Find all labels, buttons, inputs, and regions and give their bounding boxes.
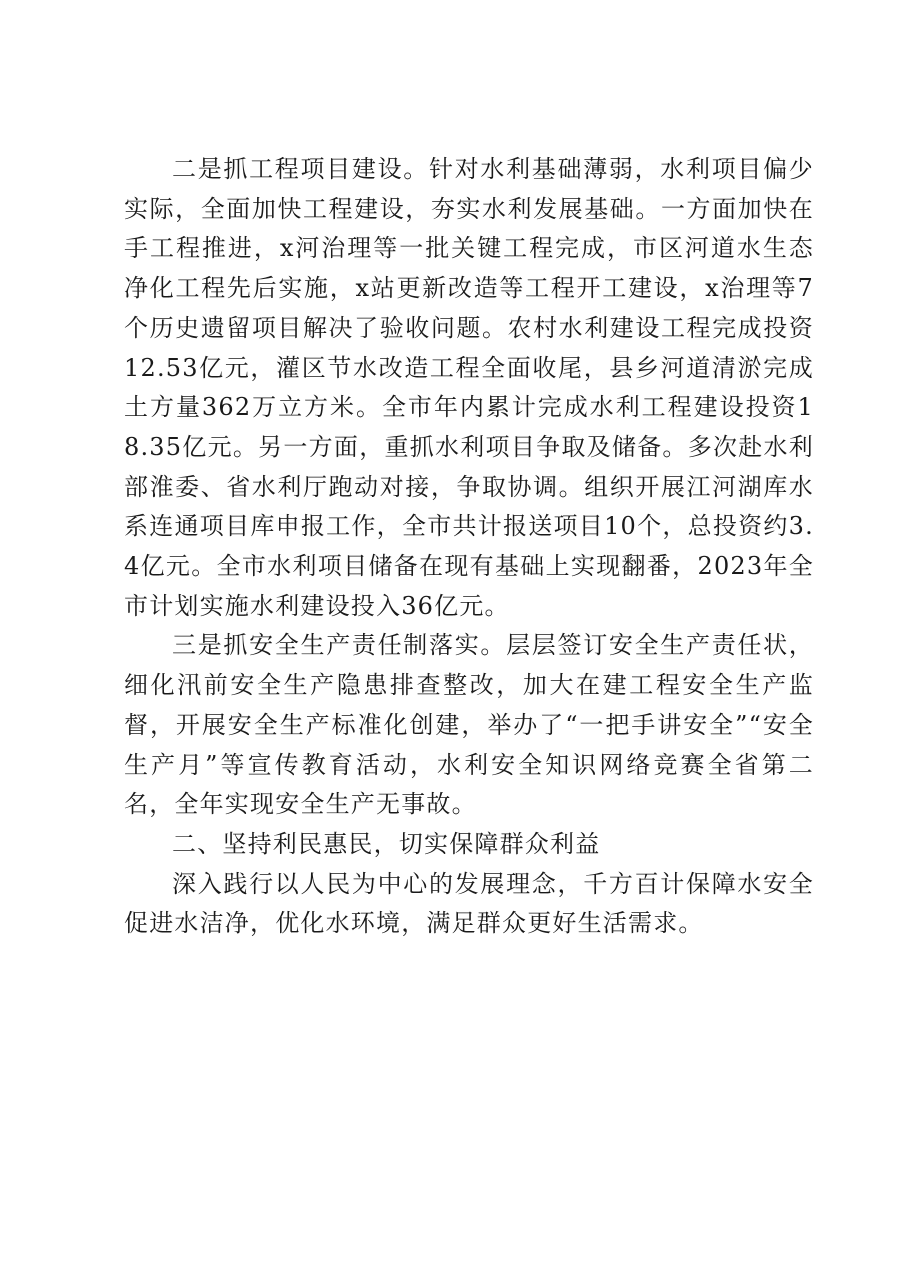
paragraph-engineering-projects: 二是抓工程项目建设。针对水利基础薄弱，水利项目偏少实际，全面加快工程建设，夯实水利发展基础。一方面加快在手工程推进，x河治理等一批关键工程完成，市区河道水生态净化工程先后实施，x站更新改造等工程开工建设，x治理等7个历史遗留项目解决了验收问题。农村水利建设工程完成投资12.53亿元，灌区节水改造工程全面收尾，县乡河道清淤完成土方量362万立方米。全市年内累计完成水利工程建设投资18.35亿元。另一方面，重抓水利项目争取及储备。多次赴水利部淮委、省水利厅跑动对接，争取协调。组织开展江河湖库水系连通项目库申报工作，全市共计报送项目10个，总投资约3.4亿元。全市水利项目储备在现有基础上实现翻番，2023年全市计划实施水利建设投入36亿元。 [124, 155, 814, 620]
paragraph-safety-production: 三是抓安全生产责任制落实。层层签订安全生产责任状，细化汛前安全生产隐患排查整改，加大在建工程安全生产监督，开展安全生产标准化创建，举办了“一把手讲安全”“安全生产月”等宣传教育活动，水利安全知识网络竞赛全省第二名，全年实现安全生产无事故。 [124, 631, 814, 819]
section-heading: 二、坚持利民惠民，切实保障群众利益 [172, 829, 601, 858]
document-body [124, 150, 814, 944]
paragraph-people-centered: 深入践行以人民为中心的发展理念，千方百计保障水安全促进水洁净，优化水环境，满足群众更好生活需求。 [124, 869, 814, 938]
